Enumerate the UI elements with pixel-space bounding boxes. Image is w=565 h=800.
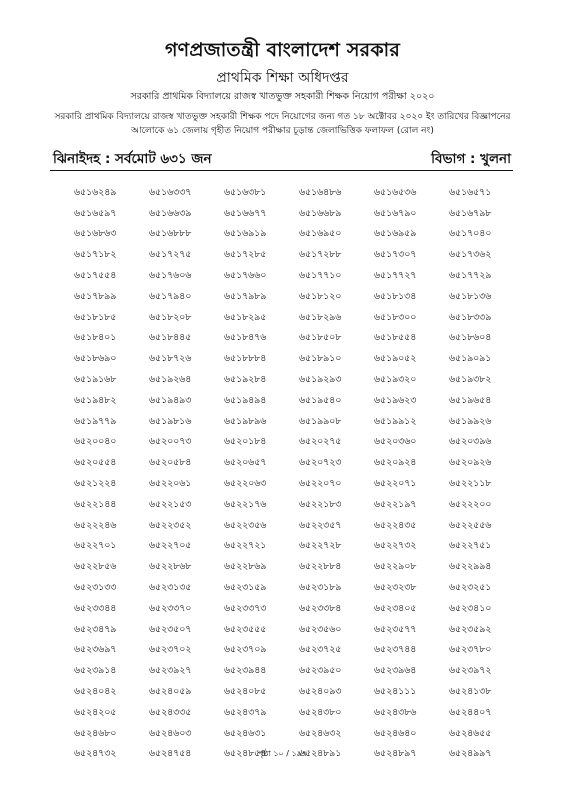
roll-number: ৬৫২২২৪৬ xyxy=(74,519,117,531)
table-row xyxy=(74,536,524,557)
roll-number: ৬৫১৮১৩৬ xyxy=(449,290,492,302)
roll-number: ৬৫১৯৪৯৩ xyxy=(149,394,192,406)
roll-number: ৬৫২২২০০ xyxy=(449,498,492,510)
roll-number: ৬৫২২০৭১ xyxy=(374,478,417,490)
roll-number: ৬৫১৯৯০৮ xyxy=(299,415,342,427)
roll-number: ৬৫২২৭০৫ xyxy=(149,540,192,552)
roll-number: ৬৫২৩২৫১ xyxy=(449,582,492,594)
roll-number: ৬৫২৪৩৭৯ xyxy=(224,706,267,718)
roll-number: ৬৫২২১১৮ xyxy=(449,478,492,490)
roll-number: ৬৫১৮৬০৪ xyxy=(449,332,492,344)
roll-number: ৬৫২৩৯৬৪ xyxy=(374,665,417,677)
table-row xyxy=(74,348,524,369)
roll-number: ৬৫১৬৩৮১ xyxy=(224,186,267,198)
roll-number: ৬৫২৪৬৫৫ xyxy=(449,727,492,739)
roll-number: ৬৫২২১৯৭ xyxy=(374,498,417,510)
divider-line xyxy=(50,170,513,171)
roll-number: ৬৫১৮৮৮৪ xyxy=(224,353,267,365)
roll-number: ৬৫১৬৯৫০ xyxy=(299,228,342,240)
roll-number: ৬৫২২০৭০ xyxy=(299,478,342,490)
roll-number: ৬৫১৯৫৪০ xyxy=(299,394,342,406)
roll-number: ৬৫১৭৩০৭ xyxy=(374,249,417,261)
roll-number: ৬৫১৭৫৫৪ xyxy=(74,270,117,282)
table-row xyxy=(74,224,524,245)
roll-number: ৬৫২৪৮৯৭ xyxy=(374,748,417,760)
roll-number: ৬৫২৩৭০৯ xyxy=(224,644,267,656)
table-row xyxy=(74,577,524,598)
table-row xyxy=(74,286,524,307)
roll-number: ৬৫২২৮৬৮ xyxy=(149,561,192,573)
table-row xyxy=(74,473,524,494)
roll-number: ৬৫১৬৮৬৩ xyxy=(74,228,117,240)
roll-number: ৬৫১৭৭১০ xyxy=(299,270,342,282)
roll-number: ৬৫২৪০৮৫ xyxy=(224,686,267,698)
roll-number: ৬৫২৪৬৩১ xyxy=(224,727,267,739)
roll-number: ৬৫২০০৪০ xyxy=(74,436,117,448)
roll-number: ৬৫১৮২৯৫ xyxy=(224,311,267,323)
table-row xyxy=(74,494,524,515)
table-row xyxy=(74,556,524,577)
roll-number: ৬৫২৪২০৫ xyxy=(74,706,117,718)
roll-number: ৬৫২৪০৪২ xyxy=(74,686,117,698)
roll-number: ৬৫২২১৭৬ xyxy=(224,498,267,510)
roll-number: ৬৫১৭৭২৭ xyxy=(374,270,417,282)
roll-number: ৬৫২৪১১১ xyxy=(374,686,417,698)
roll-number: ৬৫১৭০৪০ xyxy=(449,228,492,240)
roll-number: ৬৫২০২৭৫ xyxy=(299,436,342,448)
table-row xyxy=(74,432,524,453)
roll-number: ৬৫১৮৩০০ xyxy=(374,311,417,323)
table-row xyxy=(74,452,524,473)
roll-number: ৬৫২৩৩৭৩ xyxy=(224,602,267,614)
roll-number: ৬৫১৮৫০৮ xyxy=(299,332,342,344)
roll-number: ৬৫২০৬৫৭ xyxy=(224,457,267,469)
roll-number: ৬৫১৬২৪৯ xyxy=(74,186,117,198)
roll-number: ৬৫২২০৬১ xyxy=(149,478,192,490)
roll-number: ৬৫২৩৬৯৭ xyxy=(74,644,117,656)
roll-number: ৬৫২৩৯২৭ xyxy=(149,665,192,677)
roll-number: ৬৫২০৫৮৪ xyxy=(149,457,192,469)
table-row xyxy=(74,265,524,286)
roll-number: ৬৫১৮৪০১ xyxy=(74,332,117,344)
table-row xyxy=(74,660,524,681)
table-row xyxy=(74,390,524,411)
roll-number: ৬৫২২৭২১ xyxy=(224,540,267,552)
roll-number: ৬৫১৬৫৭১ xyxy=(449,186,492,198)
roll-number: ৬৫২২৮৬৯ xyxy=(224,561,267,573)
roll-number: ৬৫১৯৮৯৬ xyxy=(224,415,267,427)
roll-number: ৬৫২০৩৯৬ xyxy=(449,436,492,448)
roll-number: ৬৫২৪৩৮৬ xyxy=(374,706,417,718)
roll-number: ৬৫২৩২৩৮ xyxy=(374,582,417,594)
notice-text: সরকারি প্রাথমিক বিদ্যালয়ে রাজস্ব খাতভুক্ত সহকারী শিক্ষক পদে নিয়োগের জন্য গত ১৮ অক্টোবর ২০২০ ইং তারিখের বিজ্ঞাপনের আলোকে ৬১ জেলায় গৃহীত নিয়োগ পরীক্ষার চূড়ান্ত জেলাভিত্তিক ফলাফল (রোল নং) xyxy=(54,112,511,136)
roll-number: ৬৫২২৮৫৬ xyxy=(74,561,117,573)
table-row xyxy=(74,203,524,224)
roll-number: ৬৫১৮১২০ xyxy=(299,290,342,302)
roll-number: ৬৫১৭৩৬২ xyxy=(449,249,492,261)
roll-number: ৬৫১৯২৯৩ xyxy=(299,374,342,386)
roll-number: ৬৫২০৯২৪ xyxy=(374,457,417,469)
roll-number: ৬৫২৩৫০৭ xyxy=(149,623,192,635)
roll-number: ৬৫২২১৫৩ xyxy=(149,498,192,510)
roll-number: ৬৫১৯৮১৬ xyxy=(149,415,192,427)
table-row xyxy=(74,723,524,744)
roll-number: ৬৫১৬৯১৯ xyxy=(224,228,267,240)
roll-number: ৬৫১৬৩৩৭ xyxy=(149,186,192,198)
roll-number: ৬৫১৮৫৫৪ xyxy=(374,332,417,344)
roll-number: ৬৫২৩৭৮০ xyxy=(449,644,492,656)
roll-number: ৬৫২২০৬৩ xyxy=(224,478,267,490)
page-subtitle: প্রাথমিক শিক্ষা অধিদপ্তর xyxy=(216,70,349,86)
roll-number: ৬৫২৩৩৭০ xyxy=(149,602,192,614)
roll-number: ৬৫১৭২৮৮ xyxy=(299,249,342,261)
roll-number: ৬৫২২১৮৩ xyxy=(299,498,342,510)
roll-number: ৬৫১৭৮৯৯ xyxy=(74,290,117,302)
roll-number: ৬৫২৩৫৯২ xyxy=(449,623,492,635)
roll-number: ৬৫২২৫৫৬ xyxy=(449,519,492,531)
roll-number: ৬৫২৩৭৪৪ xyxy=(374,644,417,656)
roll-number: ৬৫১৬৬৩৯ xyxy=(149,207,192,219)
roll-number: ৬৫১৯৩৮২ xyxy=(449,374,492,386)
roll-number: ৬৫২৩৩৪৪ xyxy=(74,602,117,614)
roll-number: ৬৫১৭৯৮৯ xyxy=(224,290,267,302)
roll-number: ৬৫২৩৭২৫ xyxy=(299,644,342,656)
roll-number: ৬৫২৪০৫৯ xyxy=(149,686,192,698)
roll-number: ৬৫২৪৬৩২ xyxy=(299,727,342,739)
roll-number: ৬৫১৮৩৩৯ xyxy=(449,311,492,323)
roll-number: ৬৫২৩৯৭২ xyxy=(449,665,492,677)
roll-number: ৬৫১৯২৮৪ xyxy=(224,374,267,386)
roll-number: ৬৫২৪৩৮০ xyxy=(299,706,342,718)
roll-number: ৬৫১৯৯১২ xyxy=(374,415,417,427)
district-total: ঝিনাইদহ : সর্বমোট ৬৩১ জন xyxy=(53,151,212,167)
roll-number: ৬৫২৪৬৮০ xyxy=(74,727,117,739)
roll-number: ৬৫২২৭৩২ xyxy=(374,540,417,552)
roll-number: ৬৫১৭২৮৫ xyxy=(224,249,267,261)
roll-number: ৬৫১৯৬৫৪ xyxy=(449,394,492,406)
roll-number: ৬৫২৪০৯৩ xyxy=(299,686,342,698)
roll-number: ৬৫১৬৯৫৯ xyxy=(374,228,417,240)
table-row xyxy=(74,307,524,328)
roll-number: ৬৫১৯৯২৬ xyxy=(449,415,492,427)
roll-number: ৬৫১৯৭৭৯ xyxy=(74,415,117,427)
roll-number: ৬৫২৩৯১৪ xyxy=(74,665,117,677)
roll-number: ৬৫২৩৯৫০ xyxy=(299,665,342,677)
roll-number: ৬৫২২৯৯৪ xyxy=(449,561,492,573)
roll-number: ৬৫১৮১৮৫ xyxy=(74,311,117,323)
roll-number: ৬৫১৬৭৯০ xyxy=(374,207,417,219)
roll-number: ৬৫১৮৪৪৫ xyxy=(149,332,192,344)
roll-number: ৬৫১৬৪৮৬ xyxy=(299,186,342,198)
roll-number: ৬৫১৭৬০৬ xyxy=(149,270,192,282)
table-row xyxy=(74,369,524,390)
roll-number: ৬৫১৯০৯১ xyxy=(449,353,492,365)
roll-number: ৬৫১৬৬৭৭ xyxy=(224,207,267,219)
page-number: পৃষ্ঠা ১০ / ১৯৭ xyxy=(257,749,308,758)
roll-number: ৬৫২২৩৫৬ xyxy=(224,519,267,531)
table-row xyxy=(74,411,524,432)
roll-number: ৬৫১৬৫৯৭ xyxy=(74,207,117,219)
table-row xyxy=(74,681,524,702)
roll-number: ৬৫১৭৭২৯ xyxy=(449,270,492,282)
roll-number: ৬৫১৮৪৭৬ xyxy=(224,332,267,344)
roll-number: ৬৫২৩৫৫৫ xyxy=(224,623,267,635)
roll-number: ৬৫২৪১৩৮ xyxy=(449,686,492,698)
table-row xyxy=(74,328,524,349)
roll-number: ৬৫১৭১৮২ xyxy=(74,249,117,261)
table-row xyxy=(74,619,524,640)
roll-number: ৬৫১৮৬৯০ xyxy=(74,353,117,365)
roll-number: ৬৫২৩৩৮৪ xyxy=(299,602,342,614)
roll-number: ৬৫২৩৭০২ xyxy=(149,644,192,656)
roll-number: ৬৫১৭৬৬০ xyxy=(224,270,267,282)
roll-number: ৬৫২০০৭৩ xyxy=(149,436,192,448)
roll-number: ৬৫১৯০৫২ xyxy=(374,353,417,365)
roll-number: ৬৫২৪৭৫৪ xyxy=(149,748,192,760)
roll-number: ৬৫২৩১৩৩ xyxy=(74,582,117,594)
roll-number: ৬৫১৮৭২৬ xyxy=(149,353,192,365)
table-row xyxy=(74,244,524,265)
roll-number: ৬৫২৪৩৩৫ xyxy=(149,706,192,718)
roll-number: ৬৫১৮১৩৪ xyxy=(374,290,417,302)
table-row xyxy=(74,182,524,203)
roll-number: ৬৫১৬৮৮৮ xyxy=(149,228,192,240)
roll-number: ৬৫১৯৩২০ xyxy=(374,374,417,386)
district-line xyxy=(53,148,511,168)
roll-number: ৬৫২৪৬০৩ xyxy=(149,727,192,739)
roll-number: ৬৫২২৯০৮ xyxy=(374,561,417,573)
roll-number: ৬৫২৪৬৪০ xyxy=(374,727,417,739)
roll-number: ৬৫২৩৫৭৭ xyxy=(374,623,417,635)
roll-number-table xyxy=(74,182,524,764)
roll-number: ৬৫২০৯২৬ xyxy=(449,457,492,469)
exam-name: সরকারি প্রাথমিক বিদ্যালয়ে রাজস্ব খাতভুক্ত সহকারী শিক্ষক নিয়োগ পরীক্ষা ২০২০ xyxy=(130,91,435,102)
roll-number: ৬৫২২৩৫২ xyxy=(149,519,192,531)
roll-number: ৬৫২৩৫৬০ xyxy=(299,623,342,635)
roll-number: ৬৫২১২২৪ xyxy=(74,478,117,490)
roll-number: ৬৫১৬৬৮৯ xyxy=(299,207,342,219)
roll-number: ৬৫২০১৮৪ xyxy=(224,436,267,448)
roll-number: ৬৫১৭২৭৫ xyxy=(149,249,192,261)
roll-number: ৬৫২২৩৫৭ xyxy=(299,519,342,531)
roll-number: ৬৫২৩১৮৯ xyxy=(299,582,342,594)
roll-number: ৬৫১৮৯১০ xyxy=(299,353,342,365)
roll-number: ৬৫২৩৪০৫ xyxy=(374,602,417,614)
roll-number: ৬৫২২১৪৪ xyxy=(74,498,117,510)
roll-number: ৬৫১৬৭৯৮ xyxy=(449,207,492,219)
roll-number: ৬৫২৪৭৩২ xyxy=(74,748,117,760)
roll-number: ৬৫২৩১৩৫ xyxy=(149,582,192,594)
roll-number: ৬৫২৪৮৯১ xyxy=(299,748,342,760)
roll-number: ৬৫২২৭০১ xyxy=(74,540,117,552)
roll-number: ৬৫১৮২০৮ xyxy=(149,311,192,323)
roll-number: ৬৫১৯২৬৪ xyxy=(149,374,192,386)
roll-number: ৬৫২২৭৫১ xyxy=(449,540,492,552)
table-row xyxy=(74,640,524,661)
table-row xyxy=(74,515,524,536)
roll-number: ৬৫২৩৯৪৪ xyxy=(224,665,267,677)
roll-number: ৬৫২৩৪৭৯ xyxy=(74,623,117,635)
table-row xyxy=(74,702,524,723)
roll-number: ৬৫২২৮৮৪ xyxy=(299,561,342,573)
roll-number: ৬৫১৭৯৪০ xyxy=(149,290,192,302)
roll-number: ৬৫২২৪৩৫ xyxy=(374,519,417,531)
page-title: গণপ্রজাতন্ত্রী বাংলাদেশ সরকার xyxy=(165,39,400,61)
roll-number: ৬৫২৩১৫৯ xyxy=(224,582,267,594)
roll-number: ৬৫১৯৪৯৪ xyxy=(224,394,267,406)
roll-number: ৬৫১৯৪৮২ xyxy=(74,394,117,406)
table-row xyxy=(74,598,524,619)
roll-number: ৬৫২০৭২৩ xyxy=(299,457,342,469)
roll-number: ৬৫১৮২৯৬ xyxy=(299,311,342,323)
division-label: বিভাগ : খুলনা xyxy=(431,151,511,167)
roll-number: ৬৫২৩৪১০ xyxy=(449,602,492,614)
roll-number: ৬৫২৪৮৫৪ xyxy=(224,748,267,760)
roll-number: ৬৫২২৭২৮ xyxy=(299,540,342,552)
roll-number: ৬৫১৬৫৩৬ xyxy=(374,186,417,198)
roll-number: ৬৫২০৫৫৪ xyxy=(74,457,117,469)
roll-number: ৬৫২৪৯৯৭ xyxy=(449,748,492,760)
roll-number: ৬৫২৪৪০৭ xyxy=(449,706,492,718)
roll-number: ৬৫১৯৬২৩ xyxy=(374,394,417,406)
roll-number: ৬৫১৯১৬৮ xyxy=(74,374,117,386)
roll-number: ৬৫২০৩৬০ xyxy=(374,436,417,448)
